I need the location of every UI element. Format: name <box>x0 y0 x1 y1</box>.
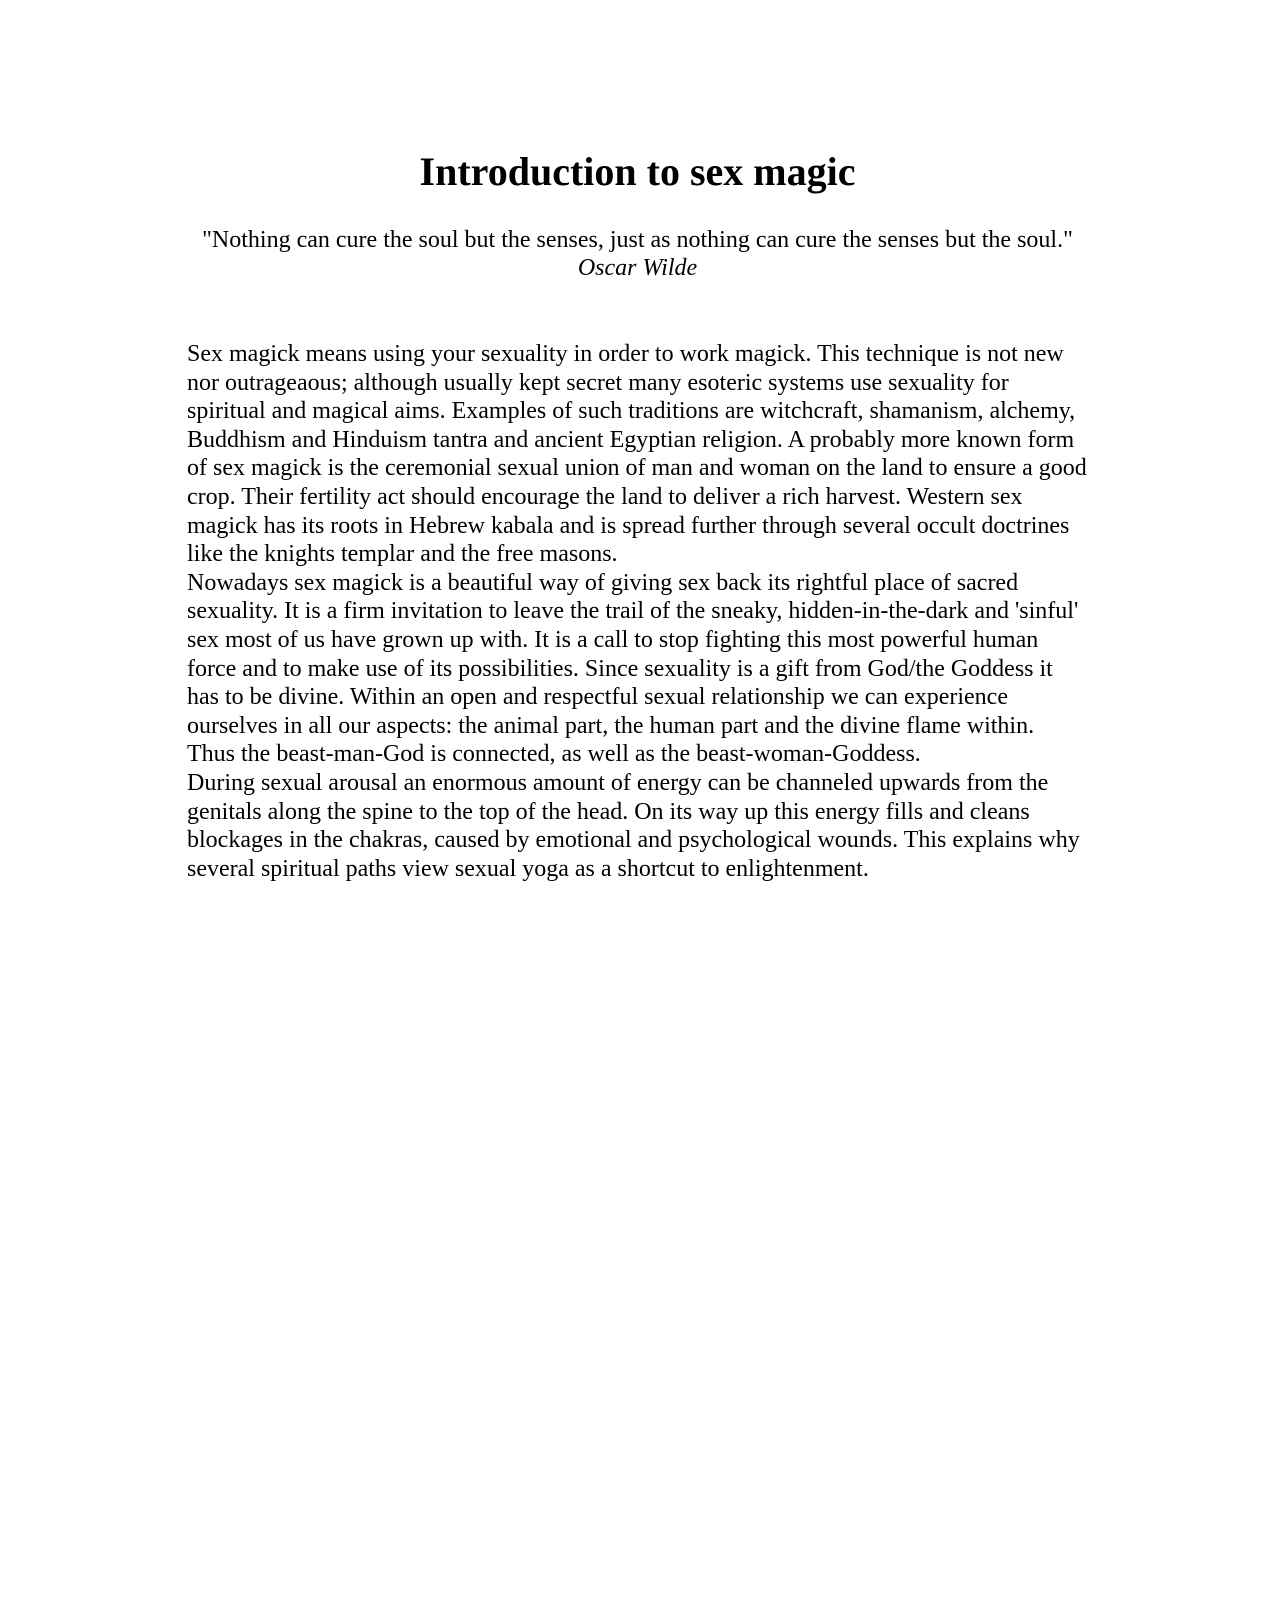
paragraph-1: Sex magick means using your sexuality in order to work magick. This technique is not new nor outrageaous; although usually kept secret many esoteric systems use sexuality for spiritual and magical aims. Examples of such traditions are witchcraft, shamanism, alchemy, Buddhism and Hinduism tantra and ancient Egyptian religion. A probably more known form of sex magick is the ceremonial sexual union of man and woman on the land to ensure a good crop. Their fertility act should encourage the land to deliver a rich harvest. Western sex magick has its roots in Hebrew kabala and is spread further through several occult doctrines like the knights templar and the free masons. <box>187 341 1087 568</box>
paragraph-3: During sexual arousal an enormous amount of energy can be channeled upwards from the genitals along the spine to the top of the head. On its way up this energy fills and cleans blockages in the chakras, caused by emotional and psychological wounds. This explains why several spiritual paths view sexual yoga as a shortcut to enlightenment. <box>187 769 1080 882</box>
epigraph-author: Oscar Wilde <box>577 255 698 281</box>
epigraph-quote: "Nothing can cure the soul but the senses, just as nothing can cure the senses but the soul." <box>202 227 1073 253</box>
page-title: Introduction to sex magic <box>419 149 856 194</box>
epigraph <box>200 226 1075 282</box>
body-text <box>187 340 1087 883</box>
paragraph-2: Nowadays sex magick is a beautiful way of giving sex back its rightful place of sacred sexuality. It is a firm invitation to leave the trail of the sneaky, hidden-in-the-dark and 'sinful' sex most of us have grown up with. It is a call to stop fighting this most powerful human force and to make use of its possibilities. Since sexuality is a gift from God/the Goddess it has to be divine. Within an open and respectful sexual relationship we can experience ourselves in all our aspects: the animal part, the human part and the divine flame within. Thus the beast-man-God is connected, as well as the beast-woman-Goddess. <box>187 569 1079 768</box>
